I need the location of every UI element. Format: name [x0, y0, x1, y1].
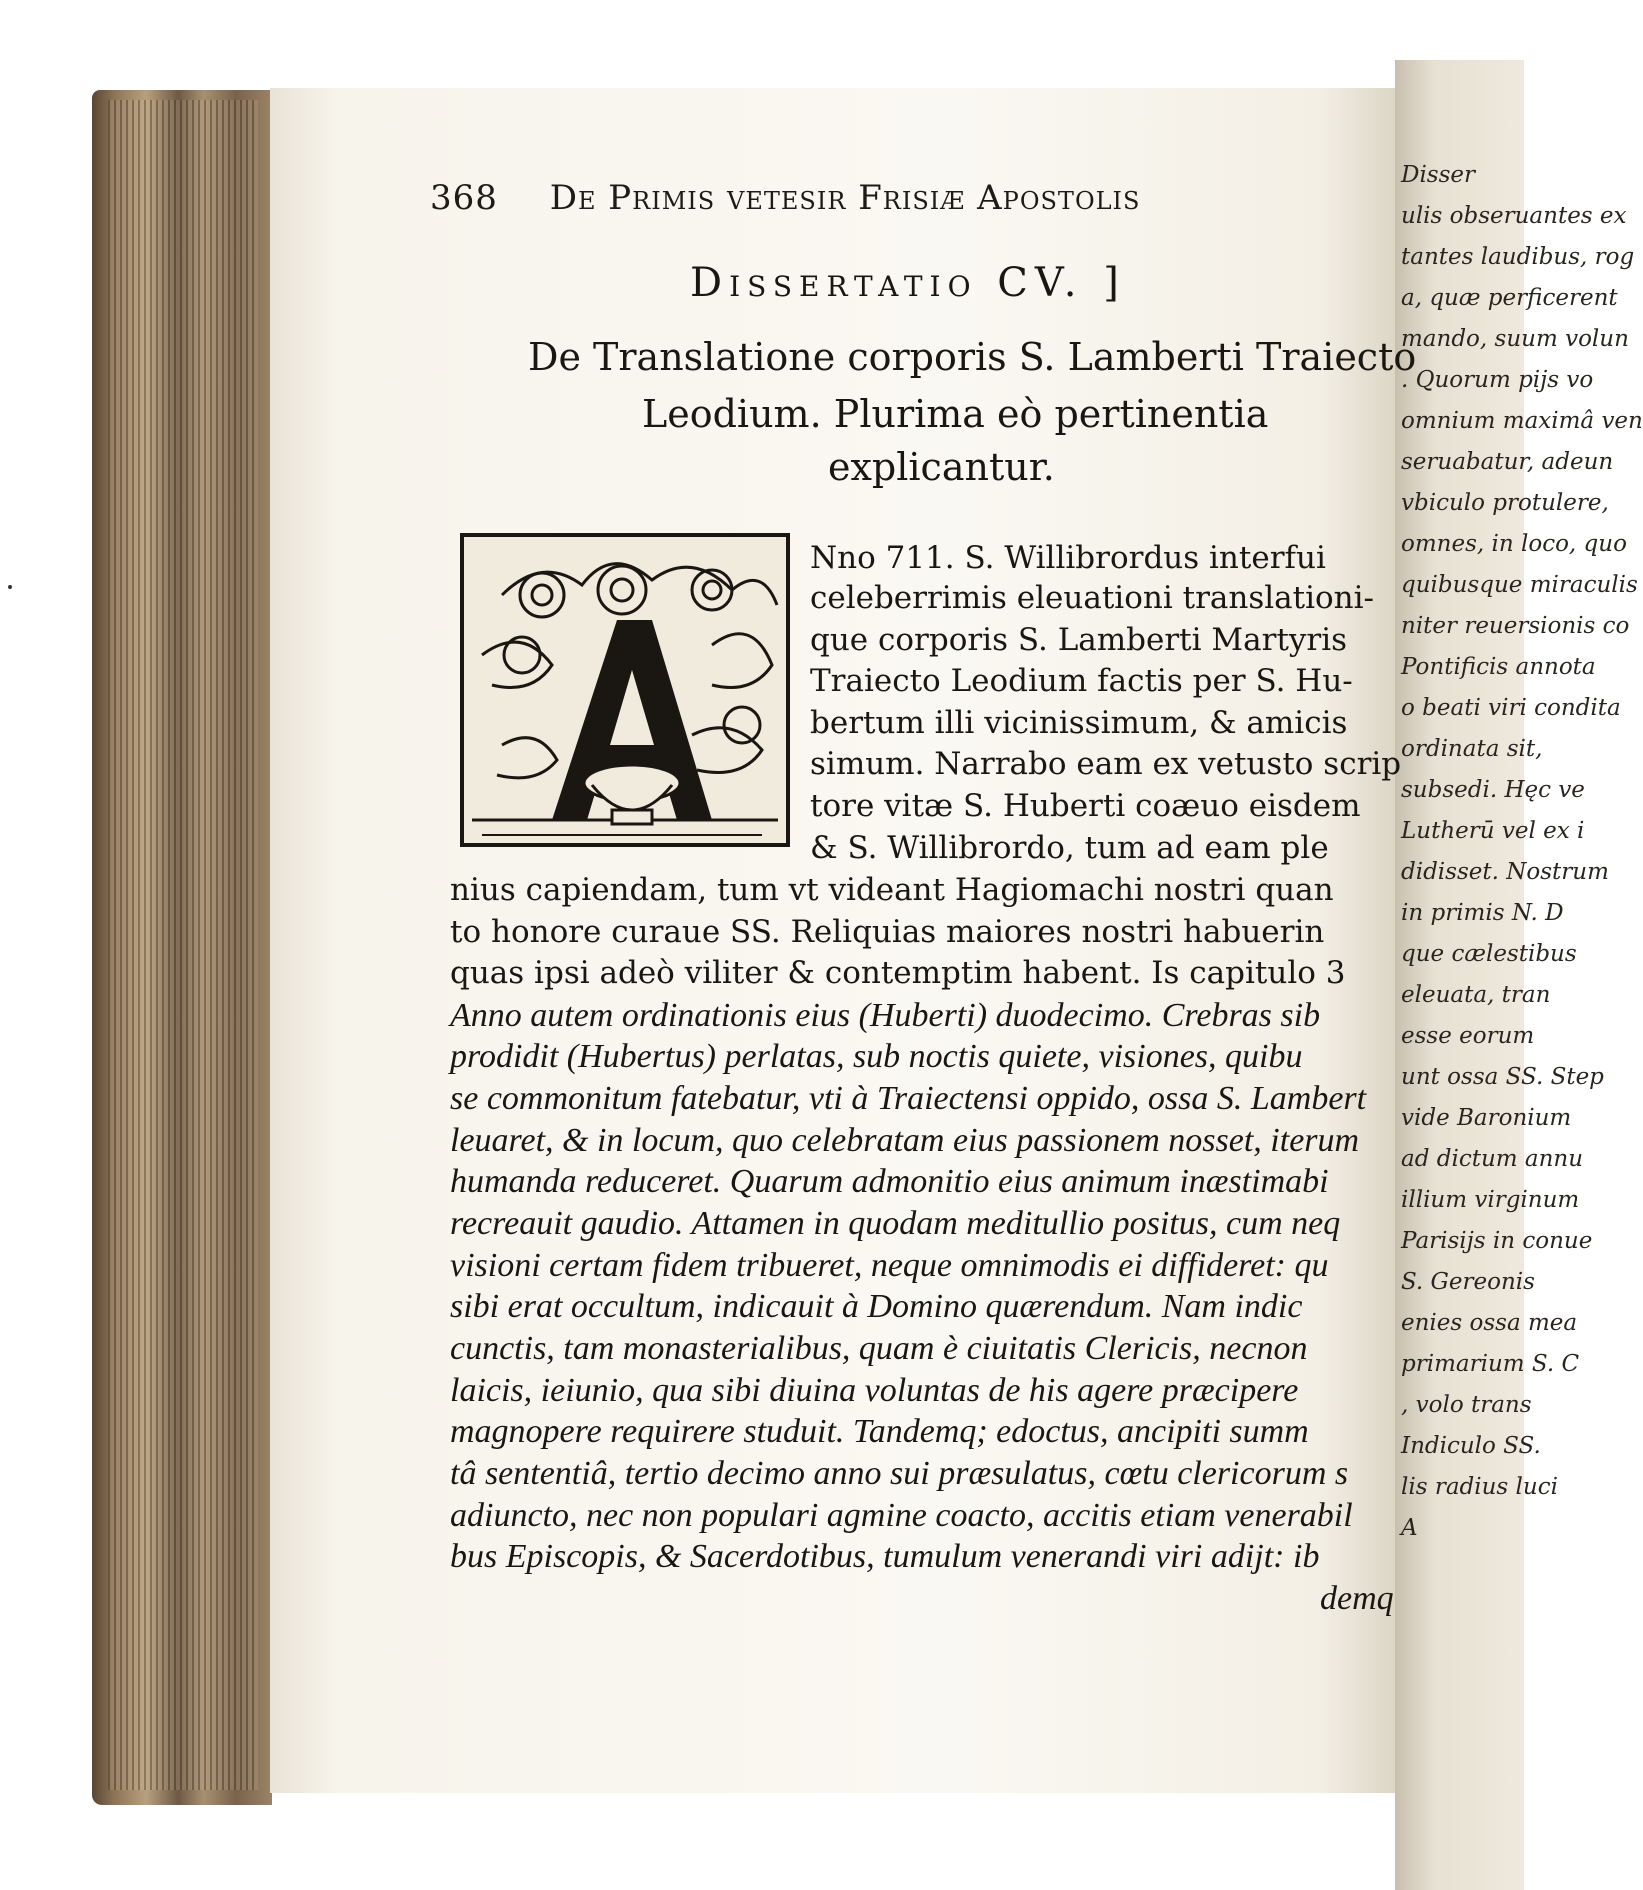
body-line: Anno autem ordinationis eius (Huberti) duodecimo. Crebras sib	[450, 997, 1321, 1034]
right-page-line: eleuata, tran	[1401, 982, 1551, 1008]
page-edges	[108, 100, 258, 1790]
right-page-line: subsedi. Hęc ve	[1401, 777, 1585, 803]
right-page-line: ulis obseruantes ex	[1401, 203, 1627, 229]
right-page-line: in primis N. D	[1401, 900, 1564, 926]
right-page-line: mando, suum volun	[1401, 326, 1629, 352]
chapter-title-line-3: explicantur.	[828, 445, 1055, 489]
right-page-line: enies ossa mea	[1401, 1310, 1578, 1336]
right-page-line: a, quæ perficerent	[1401, 285, 1618, 311]
right-page-line: didisset. Nostrum	[1401, 859, 1609, 885]
right-page-line: ad dictum annu	[1401, 1146, 1584, 1172]
right-page-line: illium virginum	[1401, 1187, 1580, 1213]
right-page-line: omnes, in loco, quo	[1401, 531, 1627, 557]
body-line: Nno 711. S. Willibrordus interfui	[810, 540, 1326, 576]
right-page-line: tantes laudibus, rog	[1401, 244, 1635, 270]
right-page-line: ordinata sit,	[1401, 736, 1543, 762]
right-page-line: Parisijs in conue	[1401, 1228, 1593, 1254]
right-page-line: quibusque miraculis	[1401, 572, 1638, 598]
body-line: magnopere requirere studuit. Tandemq; edoctus, ancipiti summ	[450, 1413, 1309, 1450]
right-page-line: A	[1401, 1515, 1418, 1541]
right-page-line: vide Baronium	[1401, 1105, 1572, 1131]
right-page-line: esse eorum	[1401, 1023, 1535, 1049]
dissertation-heading: Dissertatio CV. ]	[690, 260, 1126, 306]
running-header	[430, 178, 1270, 218]
body-line: humanda reduceret. Quarum admonitio eius animum inæstimabi	[450, 1163, 1329, 1200]
right-page-line: S. Gereonis	[1401, 1269, 1535, 1295]
body-line: prodidit (Hubertus) perlatas, sub noctis quiete, visiones, quibu	[450, 1038, 1303, 1075]
body-line: bus Episcopis, & Sacerdotibus, tumulum venerandi viri adijt: ib	[450, 1538, 1320, 1575]
page-number: 368	[430, 178, 498, 218]
right-page-line: vbiculo protulere,	[1401, 490, 1609, 516]
catchword: demq	[1320, 1580, 1394, 1617]
body-line: bertum illi vicinissimum, & amicis	[810, 705, 1348, 741]
dust-speck	[8, 585, 12, 589]
body-line: laicis, ieiunio, qua sibi diuina voluntas de his agere præcipere	[450, 1372, 1299, 1409]
woodcut-initial-a-icon	[462, 535, 788, 845]
right-page-line: lis radius luci	[1401, 1474, 1558, 1500]
body-line: leuaret, & in locum, quo celebratam eius passionem nosset, iterum	[450, 1122, 1360, 1159]
running-title: De Primis vetesir Frisiæ Apostolis	[549, 178, 1141, 218]
body-line: to honore curaue SS. Reliquias maiores nostri habuerin	[450, 914, 1325, 950]
right-page-line: Disser	[1401, 162, 1476, 188]
body-line: visioni certam fidem tribueret, neque omnimodis ei diffideret: qu	[450, 1247, 1329, 1284]
right-page-line: Pontificis annota	[1401, 654, 1596, 680]
right-page-line: Indiculo SS.	[1401, 1433, 1541, 1459]
chapter-title-line-1: De Translatione corporis S. Lamberti Traiecto	[528, 335, 1417, 379]
right-page-line: . Quorum pijs vo	[1401, 367, 1594, 393]
body-line: simum. Narrabo eam ex vetusto scrip	[810, 746, 1402, 782]
body-line: se commonitum fatebatur, vti à Traiectensi oppido, ossa S. Lambert	[450, 1080, 1367, 1117]
body-line: tore vitæ S. Huberti coæuo eisdem	[810, 788, 1361, 824]
chapter-title-line-2: Leodium. Plurima eò pertinentia	[642, 392, 1269, 436]
body-line: adiuncto, nec non populari agmine coacto, accitis etiam venerabil	[450, 1497, 1353, 1534]
right-page-line: , volo trans	[1401, 1392, 1532, 1418]
right-page-line: seruabatur, adeun	[1401, 449, 1614, 475]
body-line: recreauit gaudio. Attamen in quodam meditullio positus, cum neq	[450, 1205, 1341, 1242]
body-line: Traiecto Leodium factis per S. Hu-	[810, 663, 1353, 699]
right-page-line: niter reuersionis co	[1401, 613, 1630, 639]
body-line: celeberrimis eleuationi translationi-	[810, 580, 1375, 616]
right-page-line: omnium maximâ ven	[1401, 408, 1643, 434]
body-line: que corporis S. Lamberti Martyris	[810, 622, 1348, 658]
right-page-line: unt ossa SS. Step	[1401, 1064, 1604, 1090]
right-page-line: Lutherū vel ex i	[1401, 818, 1585, 844]
right-page-line: o beati viri condita	[1401, 695, 1621, 721]
right-page-line: que cælestibus	[1401, 941, 1577, 967]
body-line: quas ipsi adeò viliter & contemptim habent. Is capitulo 3	[450, 955, 1346, 991]
right-page-line: primarium S. C	[1401, 1351, 1580, 1377]
body-line: tâ sententiâ, tertio decimo anno sui præsulatus, cœtu clericorum s	[450, 1455, 1349, 1492]
body-line: cunctis, tam monasterialibus, quam è ciuitatis Clericis, necnon	[450, 1330, 1308, 1367]
body-line: sibi erat occultum, indicauit à Domino quærendum. Nam indic	[450, 1288, 1303, 1325]
body-line: nius capiendam, tum vt videant Hagiomachi nostri quan	[450, 872, 1334, 908]
body-line: & S. Willibrordo, tum ad eam ple	[810, 830, 1329, 866]
